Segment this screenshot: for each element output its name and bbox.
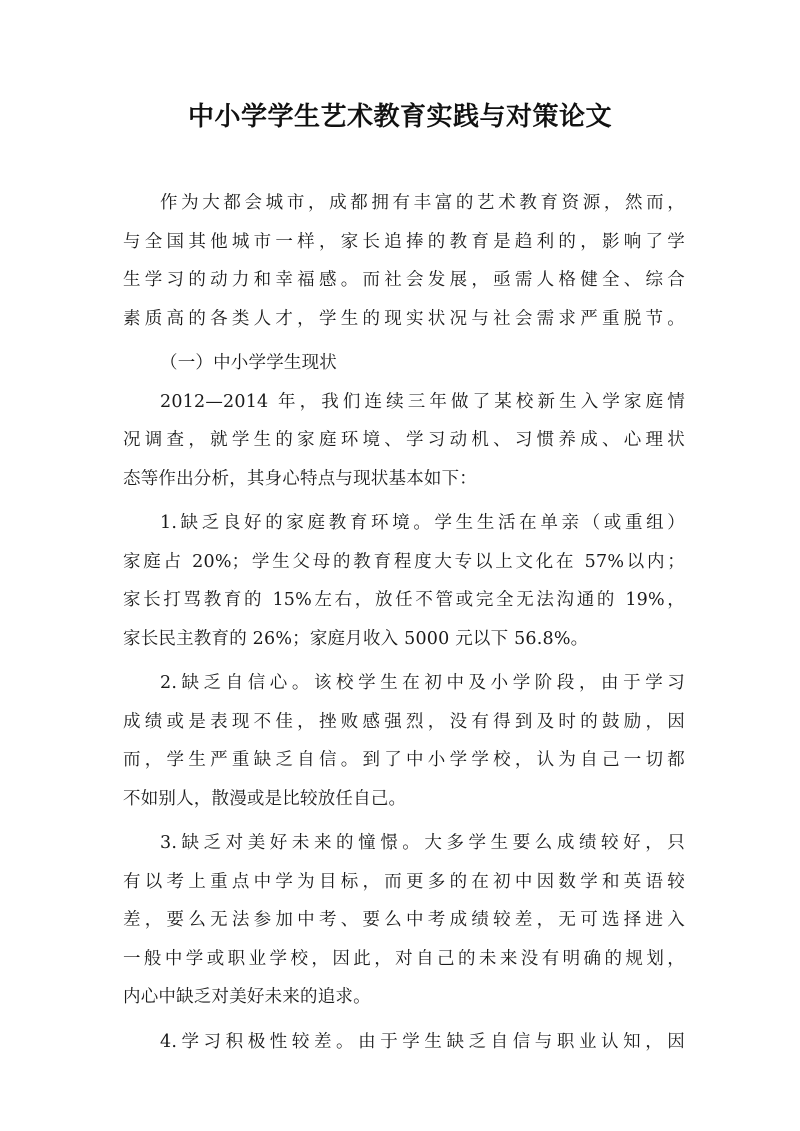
text-line: 素质高的各类人才，学生的现实状况与社会需求严重脱节。 <box>123 308 685 329</box>
section-heading <box>123 344 685 383</box>
text-line: 1.缺乏良好的家庭教育环境。学生生活在单亲（或重组） <box>160 513 685 533</box>
text-line: 一般中学或职业学校，因此，对自己的未来没有明确的规划， <box>123 948 685 969</box>
text-line: 有以考上重点中学为目标，而更多的在初中因数学和英语较 <box>123 871 685 892</box>
text-line: 作为大都会城市，成都拥有丰富的艺术教育资源，然而， <box>160 193 685 213</box>
paragraph-item-3 <box>123 824 685 1017</box>
text-line: 成绩或是表现不佳，挫败感强烈，没有得到及时的鼓励，因 <box>123 711 685 732</box>
paragraph-survey <box>123 383 685 499</box>
text-line: 家庭占 20%；学生父母的教育程度大专以上文化在 57%以内； <box>123 551 685 572</box>
text-line: 2.缺乏自信心。该校学生在初中及小学阶段，由于学习 <box>160 673 685 693</box>
text-line: 态等作出分析，其身心特点与现状基本如下： <box>123 468 477 489</box>
paragraph-item-1 <box>123 504 685 658</box>
text-line: 差，要么无法参加中考、要么中考成绩较差，无可选择进入 <box>123 910 685 930</box>
paragraph-item-4 <box>123 1023 685 1062</box>
text-line: 与全国其他城市一样，家长追捧的教育是趋利的，影响了学 <box>123 231 685 252</box>
text-line: 家长打骂教育的 15%左右，放任不管或完全无法沟通的 19%， <box>123 590 685 610</box>
paragraph-intro <box>123 184 685 338</box>
text-line: 家长民主教育的 26%；家庭月收入 5000 元以下 56.8%。 <box>123 628 589 649</box>
section-heading-text: （一）中小学学生现状 <box>160 353 337 373</box>
text-line: 生学习的动力和幸福感。而社会发展，亟需人格健全、综合 <box>123 270 685 290</box>
text-line: 况调查，就学生的家庭环境、学习动机、习惯养成、心理状 <box>123 430 685 450</box>
text-line: 2012—2014 年，我们连续三年做了某校新生入学家庭情 <box>160 391 685 412</box>
text-line: 4.学习积极性较差。由于学生缺乏自信与职业认知，因 <box>160 1031 685 1052</box>
text-line: 而，学生严重缺乏自信。到了中小学学校，认为自己一切都 <box>123 750 685 770</box>
text-line: 内心中缺乏对美好未来的追求。 <box>123 987 371 1007</box>
document-body <box>123 184 685 1061</box>
paragraph-item-2 <box>123 664 685 818</box>
text-line: 不如别人，散漫或是比较放任自己。 <box>123 788 407 809</box>
text-line: 3.缺乏对美好未来的憧憬。大多学生要么成绩较好，只 <box>160 833 685 853</box>
document-title: 中小学学生艺术教育实践与对策论文 <box>187 102 612 132</box>
